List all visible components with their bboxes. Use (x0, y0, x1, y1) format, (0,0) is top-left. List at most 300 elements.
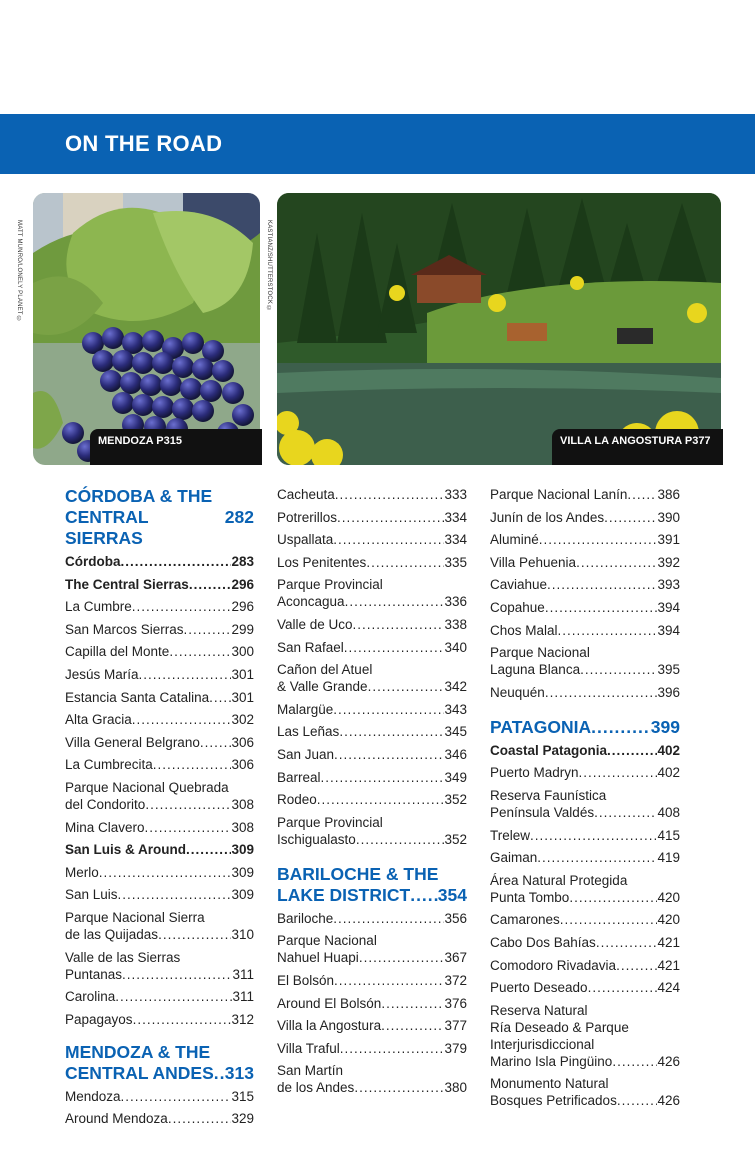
toc-entry (490, 509, 680, 526)
toc-entry (490, 787, 680, 821)
toc-entry (65, 598, 254, 615)
toc-entry-name: Villa Pehuenia (490, 554, 577, 570)
toc-leader-dots (115, 988, 232, 1005)
toc-entry-page: 390 (657, 509, 680, 525)
toc-entry-row (490, 889, 680, 906)
toc-entry (490, 622, 680, 639)
toc-column-3 (490, 486, 680, 1115)
toc-leader-dots (118, 886, 232, 903)
toc-section-line: BARILOCHE & THE (277, 863, 439, 884)
toc-entry-page: 352 (444, 831, 467, 847)
toc-entry-name: El Bolsón (277, 972, 335, 988)
toc-entry-name: Cacheuta (277, 487, 335, 502)
toc-entry-name: Mendoza (65, 1088, 121, 1104)
toc-leader-dots (122, 966, 232, 983)
toc-entry-page: 302 (231, 712, 254, 728)
toc-entry (490, 849, 680, 866)
toc-entry (65, 1088, 254, 1105)
toc-leader-dots (333, 910, 444, 927)
toc-entry (65, 779, 254, 813)
toc-leader-dots (121, 553, 232, 570)
toc-leader-dots (627, 486, 657, 503)
toc-leader-dots (132, 598, 232, 615)
toc-entry (277, 531, 467, 548)
toc-entry (277, 639, 467, 656)
toc-entry (277, 814, 467, 848)
toc-entry-page: 420 (657, 889, 680, 905)
toc-entry (277, 769, 467, 786)
toc-column-1 (65, 486, 254, 1133)
toc-entry (490, 599, 680, 616)
toc-entry (277, 661, 467, 695)
toc-leader-dots (612, 1053, 657, 1070)
toc-entry (277, 972, 467, 989)
toc-entry (65, 949, 254, 983)
toc-entry-page: 356 (444, 910, 467, 926)
toc-entry-page: 372 (444, 972, 467, 988)
toc-leader-dots (145, 796, 231, 813)
toc-entry (277, 791, 467, 808)
toc-entry-line: Reserva Faunística (490, 787, 607, 803)
toc-entry (277, 509, 467, 526)
toc-entry-line: Parque Nacional (277, 933, 377, 949)
toc-entry-page: 379 (444, 1040, 467, 1056)
toc-leader-dots (616, 957, 657, 974)
toc-section-heading (277, 864, 467, 906)
toc-entry (65, 621, 254, 638)
toc-section-line: MENDOZA & THE (65, 1041, 211, 1062)
toc-entry (65, 553, 254, 570)
toc-entry (277, 746, 467, 763)
toc-entry-row (65, 926, 254, 943)
toc-leader-dots (591, 717, 651, 738)
toc-entry-name: Puerto Madryn (490, 765, 579, 781)
photo-credit-right: KASTIANZ/SHUTTERSTOCK © (266, 220, 272, 313)
toc-entry-line: Parque Nacional Sierra (65, 909, 205, 925)
toc-entry (65, 666, 254, 683)
toc-leader-dots (344, 639, 445, 656)
toc-leader-dots (366, 554, 444, 571)
toc-leader-dots (133, 1011, 232, 1028)
toc-leader-dots (580, 661, 657, 678)
toc-leader-dots (339, 723, 444, 740)
toc-entry-page: 380 (444, 1080, 467, 1096)
toc-entry-page: 334 (444, 509, 467, 525)
toc-entry (65, 864, 254, 881)
toc-entry (277, 910, 467, 927)
toc-entry (490, 1002, 680, 1070)
toc-section-page: 313 (224, 1062, 254, 1083)
toc-leader-dots (345, 593, 445, 610)
toc-leader-dots (354, 1079, 444, 1096)
toc-entry-name: Around Mendoza (65, 1111, 168, 1127)
toc-entry-row (277, 1079, 467, 1096)
toc-entry-page: 391 (657, 532, 680, 548)
toc-entry-name: Villa Traful (277, 1040, 340, 1056)
header-banner (0, 114, 755, 174)
toc-entry-name: Carolina (65, 989, 116, 1005)
toc-entry-page: 336 (444, 594, 467, 610)
toc-leader-dots (169, 643, 231, 660)
toc-entry-name: Barreal (277, 769, 321, 785)
toc-entry (65, 988, 254, 1005)
toc-entry-page: 394 (657, 599, 680, 615)
toc-entry-page: 386 (657, 487, 680, 502)
toc-entry-name: Malargüe (277, 701, 334, 717)
toc-entry-page: 306 (231, 734, 254, 750)
toc-column-2 (277, 486, 467, 1102)
toc-entry-name: San Rafael (277, 639, 344, 655)
toc-entry-page: 408 (657, 804, 680, 820)
toc-section-page: 399 (650, 716, 680, 737)
toc-leader-dots (410, 885, 438, 906)
toc-leader-dots (317, 791, 445, 808)
toc-entry (65, 841, 254, 858)
toc-entry-name: La Cumbrecita (65, 757, 153, 773)
toc-entry-page: 301 (231, 689, 254, 705)
toc-entry-name: & Valle Grande (277, 679, 368, 695)
toc-entry-page: 340 (444, 639, 467, 655)
toc-entry-line: Área Natural Protegida (490, 872, 628, 888)
toc-section-row (65, 507, 254, 549)
toc-entry-name: San Luis (65, 887, 118, 903)
toc-entry (65, 1110, 254, 1127)
toc-entry-page: 296 (231, 599, 254, 615)
toc-section-page: 354 (437, 884, 467, 905)
toc-entry-name: Coastal Patagonia (490, 742, 608, 758)
toc-leader-dots (132, 711, 232, 728)
toc-entry-line: Monumento Natural (490, 1076, 609, 1092)
toc-entry-page: 309 (231, 864, 254, 880)
toc-entry-name: Capilla del Monte (65, 644, 170, 660)
page-title: ON THE ROAD (65, 131, 223, 156)
toc-entry-page: 421 (657, 957, 680, 973)
toc-entry-name: Neuquén (490, 684, 545, 700)
toc-entry-page: 376 (444, 995, 467, 1011)
toc-entry-line: Ría Deseado & Parque (490, 1019, 629, 1035)
toc-entry-name: San Juan (277, 746, 335, 762)
toc-entry (490, 644, 680, 678)
toc-leader-dots (334, 972, 444, 989)
toc-leader-dots (588, 979, 658, 996)
photo-credit-left: MATT MUNRO/LONELY PLANET © (16, 220, 22, 323)
toc-entry-name: Parque Nacional Lanín (490, 487, 628, 502)
toc-entry-page: 335 (444, 554, 467, 570)
toc-entry-page: 396 (657, 684, 680, 700)
toc-entry (490, 979, 680, 996)
toc-entry (277, 616, 467, 633)
toc-entry-page: 352 (444, 792, 467, 808)
toc-leader-dots (579, 764, 658, 781)
toc-section-page: 282 (224, 507, 254, 527)
toc-leader-dots (547, 576, 657, 593)
toc-entry-name: Puntanas (65, 966, 123, 982)
toc-leader-dots (569, 889, 657, 906)
toc-entry-page: 299 (231, 621, 254, 637)
toc-entry (65, 819, 254, 836)
toc-entry-page: 312 (231, 1011, 254, 1027)
toc-entry (277, 1017, 467, 1034)
toc-entry-page: 349 (444, 769, 467, 785)
toc-entry-page: 402 (657, 742, 680, 758)
toc-entry-page: 343 (444, 701, 467, 717)
toc-entry-name: Bariloche (277, 910, 334, 926)
toc-entry (490, 911, 680, 928)
toc-entry-name: Camarones (490, 912, 560, 928)
toc-leader-dots (530, 827, 657, 844)
toc-leader-dots (145, 819, 232, 836)
toc-entry (65, 734, 254, 751)
toc-entry-name: Villa General Belgrano (65, 734, 200, 750)
toc-entry-line: Cañon del Atuel (277, 662, 373, 678)
toc-entry-name: Marino Isla Pingüino (490, 1053, 613, 1069)
toc-leader-dots (359, 949, 445, 966)
toc-leader-dots (353, 616, 445, 633)
toc-entry-page: 367 (444, 950, 467, 966)
toc-entry-page: 420 (657, 912, 680, 928)
toc-leader-dots (158, 926, 231, 943)
toc-entry-page: 402 (657, 765, 680, 781)
toc-entry (277, 554, 467, 571)
toc-entry-page: 311 (232, 989, 254, 1005)
toc-entry-name: Comodoro Rivadavia (490, 957, 617, 973)
toc-leader-dots (121, 1088, 232, 1105)
toc-entry-name: La Cumbre (65, 599, 132, 615)
toc-entry-name: Península Valdés (490, 804, 595, 820)
toc-section-name: LAKE DISTRICT (277, 884, 411, 905)
toc-section-name: CENTRAL ANDES (65, 1062, 214, 1083)
toc-entry-page: 346 (444, 746, 467, 762)
toc-leader-dots (539, 531, 658, 548)
toc-entry-row (277, 593, 467, 610)
toc-entry-page: 308 (231, 819, 254, 835)
toc-entry-page: 310 (231, 926, 254, 942)
toc-entry-name: Valle de Uco (277, 616, 353, 632)
toc-entry-row (490, 661, 680, 678)
photo-caption-right: VILLA LA ANGOSTURA P377 (552, 429, 723, 465)
toc-entry-page: 301 (231, 666, 254, 682)
toc-entry-row (277, 949, 467, 966)
toc-entry-name: Rodeo (277, 792, 317, 808)
toc-entry (277, 723, 467, 740)
toc-entry-name: Punta Tombo (490, 889, 570, 905)
toc-leader-dots (560, 911, 658, 928)
toc-entry-row (490, 1053, 680, 1070)
toc-leader-dots (168, 1110, 232, 1127)
toc-leader-dots (200, 734, 232, 751)
toc-entry (65, 711, 254, 728)
toc-entry-page: 426 (657, 1093, 680, 1109)
toc-entry-name: Caviahue (490, 577, 548, 593)
toc-entry-page: 338 (444, 616, 467, 632)
toc-entry-name: Potrerillos (277, 509, 338, 525)
toc-entry-line: Parque Provincial (277, 577, 383, 593)
toc-entry (490, 957, 680, 974)
toc-entry-page: 300 (231, 644, 254, 660)
toc-leader-dots (333, 531, 444, 548)
toc-section-line: CÓRDOBA & THE (65, 486, 213, 506)
toc-entry (65, 643, 254, 660)
toc-entry-name: Junín de los Andes (490, 509, 605, 525)
toc-entry-name: Copahue (490, 599, 545, 615)
toc-entry-page: 342 (444, 679, 467, 695)
villa-la-angostura-photo (277, 193, 721, 465)
toc-entry-name: Trelew (490, 827, 531, 843)
toc-leader-dots (604, 509, 657, 526)
toc-leader-dots (545, 599, 658, 616)
toc-entry-page: 311 (232, 966, 254, 982)
toc-entry-name: Jesús María (65, 666, 139, 682)
toc-entry-page: 392 (657, 554, 680, 570)
toc-leader-dots (576, 554, 657, 571)
toc-section-heading (490, 717, 680, 738)
toc-entry-name: The Central Sierras (65, 576, 189, 592)
toc-entry (277, 486, 467, 503)
toc-entry (490, 684, 680, 701)
toc-entry-line: Valle de las Sierras (65, 949, 181, 965)
toc-entry (65, 576, 254, 593)
toc-entry (65, 886, 254, 903)
toc-entry (277, 932, 467, 966)
toc-entry-name: San Marcos Sierras (65, 621, 184, 637)
toc-entry-page: 419 (657, 850, 680, 866)
toc-entry-row (277, 678, 467, 695)
toc-entry-page: 345 (444, 724, 467, 740)
toc-entry-line: Reserva Natural (490, 1002, 588, 1018)
toc-leader-dots (186, 841, 231, 858)
toc-entry (277, 1062, 467, 1096)
toc-entry-name: Nahuel Huapi (277, 950, 359, 966)
toc-leader-dots (607, 742, 657, 759)
toc-entry-row (65, 966, 254, 983)
toc-entry-row (490, 804, 680, 821)
toc-entry-page: 415 (657, 827, 680, 843)
toc-leader-dots (617, 1092, 658, 1109)
toc-entry-row (490, 1092, 680, 1109)
toc-entry-line: San Martín (277, 1063, 344, 1079)
toc-entry (490, 827, 680, 844)
toc-entry (490, 872, 680, 906)
toc-entry-line: Parque Nacional Quebrada (65, 779, 229, 795)
toc-entry-name: Chos Malal (490, 622, 558, 638)
toc-entry (277, 576, 467, 610)
toc-leader-dots (545, 684, 658, 701)
toc-leader-dots (594, 804, 657, 821)
toc-entry-page: 309 (231, 842, 254, 858)
toc-entry-name: de las Quijadas (65, 926, 159, 942)
toc-entry-row (277, 831, 467, 848)
toc-entry-line: Parque Nacional (490, 645, 590, 661)
toc-entry (65, 689, 254, 706)
toc-entry (65, 1011, 254, 1028)
toc-section-heading (65, 1042, 254, 1084)
toc-entry-name: de los Andes (277, 1080, 355, 1096)
toc-entry-name: Papagayos (65, 1011, 133, 1027)
toc-leader-dots (153, 756, 232, 773)
toc-leader-dots (184, 621, 232, 638)
toc-leader-dots (381, 1017, 444, 1034)
toc-entry-name: Cabo Dos Bahías (490, 934, 596, 950)
toc-section-name: PATAGONIA (490, 716, 592, 737)
toc-entry (490, 554, 680, 571)
toc-entry-name: Puerto Deseado (490, 980, 588, 996)
toc-section-heading (65, 486, 254, 549)
toc-entry-name: Las Leñas (277, 724, 340, 740)
toc-entry-line: Parque Provincial (277, 814, 383, 830)
toc-leader-dots (337, 509, 444, 526)
toc-leader-dots (537, 849, 657, 866)
toc-entry-name: Villa la Angostura (277, 1018, 382, 1034)
toc-entry-name: Mina Clavero (65, 819, 145, 835)
toc-entry-name: Merlo (65, 864, 99, 880)
toc-entry (490, 764, 680, 781)
toc-entry-page: 308 (231, 796, 254, 812)
toc-entry (277, 701, 467, 718)
toc-leader-dots (356, 831, 445, 848)
toc-leader-dots (334, 746, 444, 763)
toc-leader-dots (596, 934, 658, 951)
toc-leader-dots (214, 1063, 225, 1084)
toc-leader-dots (99, 864, 232, 881)
toc-entry-name: Laguna Blanca (490, 662, 581, 678)
toc-entry (490, 934, 680, 951)
toc-leader-dots (558, 622, 658, 639)
toc-leader-dots (139, 666, 232, 683)
toc-entry (277, 995, 467, 1012)
toc-entry-name: Córdoba (65, 554, 121, 569)
toc-entry-page: 424 (657, 980, 680, 996)
toc-entry-name: Ischigualasto (277, 831, 356, 847)
toc-leader-dots (340, 1040, 445, 1057)
toc-entry (65, 909, 254, 943)
toc-entry-line: Interjurisdiccional (490, 1036, 595, 1052)
toc-entry-page: 329 (231, 1111, 254, 1127)
toc-entry-name: Los Penitentes (277, 554, 367, 570)
toc-entry-name: Uspallata (277, 532, 334, 548)
toc-leader-dots (335, 486, 445, 503)
toc-entry-name: Aluminé (490, 532, 539, 548)
toc-entry-page: 333 (444, 487, 467, 502)
toc-leader-dots (368, 678, 445, 695)
toc-entry-name: San Luis & Around (65, 842, 186, 858)
toc-entry-page: 377 (444, 1018, 467, 1034)
toc-entry-page: 283 (231, 554, 254, 569)
toc-entry-page: 421 (657, 934, 680, 950)
toc-entry-name: Around El Bolsón (277, 995, 382, 1011)
toc-entry-page: 395 (657, 662, 680, 678)
toc-entry (490, 486, 680, 503)
mendoza-photo (33, 193, 260, 465)
toc-section-row (277, 885, 467, 906)
toc-leader-dots (333, 701, 444, 718)
toc-entry-page: 306 (231, 757, 254, 773)
toc-leader-dots (321, 769, 445, 786)
toc-section-row (65, 1063, 254, 1084)
toc-entry-page: 296 (231, 576, 254, 592)
toc-entry-page: 426 (657, 1053, 680, 1069)
toc-entry-name: Aconcagua (277, 594, 345, 610)
toc-section-row (490, 717, 680, 738)
toc-entry-page: 393 (657, 577, 680, 593)
toc-entry-name: Alta Gracia (65, 712, 132, 728)
toc-entry (65, 756, 254, 773)
toc-entry-row (65, 796, 254, 813)
toc-entry-page: 334 (444, 532, 467, 548)
toc-leader-dots (381, 995, 444, 1012)
toc-leader-dots (189, 576, 232, 593)
toc-entry-page: 315 (231, 1088, 254, 1104)
toc-entry (490, 1075, 680, 1109)
